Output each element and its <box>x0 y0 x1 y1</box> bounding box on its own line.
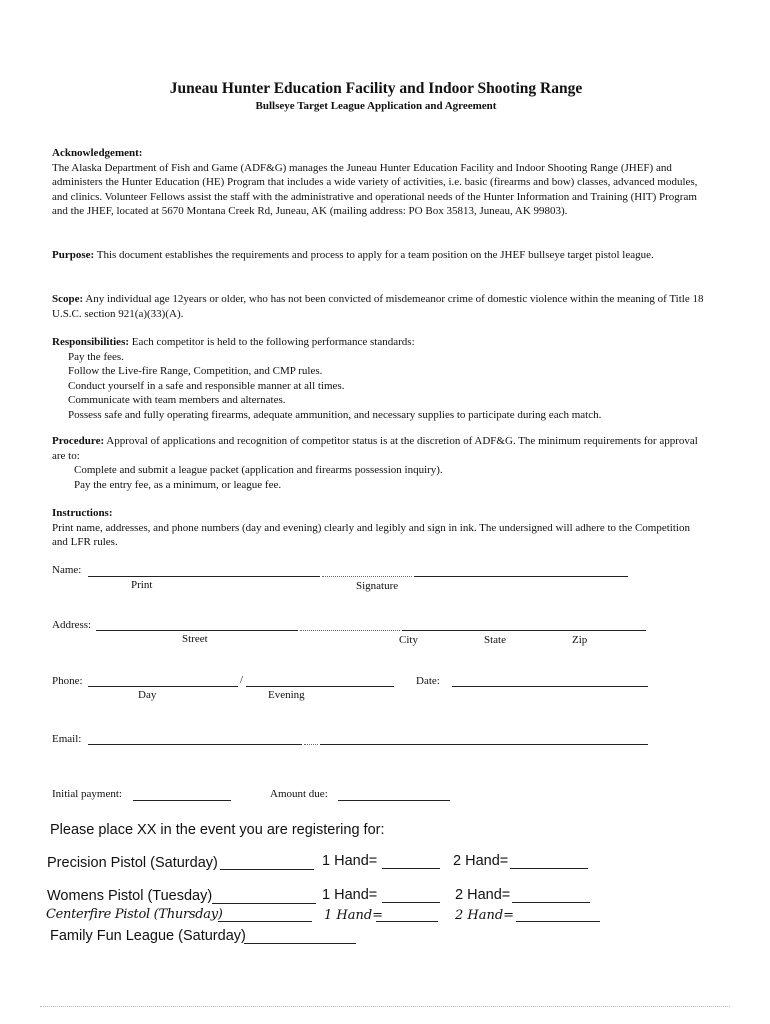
page-subtitle: Bullseye Target League Application and Agreement <box>255 100 497 112</box>
womens-pistol-field[interactable] <box>212 903 316 904</box>
womens-pistol-hand2-label: 2 Hand= <box>455 887 511 903</box>
womens-pistol-hand1-label: 1 Hand= <box>322 887 378 903</box>
handwritten-event-field[interactable] <box>218 921 312 922</box>
scope-text: Any individual age 12years or older, who has not been convicted of misdemeanor crime of domestic violence within the meaning of Title 18 U.S.C. section 921(a)(33)(A). <box>52 293 704 320</box>
event-name-womens-pistol: Womens Pistol (Tuesday) <box>47 888 213 904</box>
scope-section <box>52 292 704 321</box>
city-state-zip-field[interactable] <box>402 630 646 631</box>
street-field[interactable] <box>96 630 298 631</box>
procedure-intro: Approval of applications and recognition of competitor status is at the discretion of ADF&G. The minimum requirements for approval are to: <box>52 435 698 462</box>
list-item: Possess safe and fully operating firearms, adequate ammunition, and necessary supplies to participate during each match. <box>68 408 602 421</box>
page-title: Juneau Hunter Education Facility and Indoor Shooting Range <box>169 80 583 97</box>
initial-payment-field[interactable] <box>133 800 231 801</box>
purpose-label: Purpose: <box>52 249 95 261</box>
signature-field[interactable] <box>414 576 628 577</box>
acknowledgement-heading: Acknowledgement: <box>52 147 143 159</box>
event-name-precision-pistol: Precision Pistol (Saturday) <box>47 855 218 871</box>
amount-due-label: Amount due: <box>270 788 328 800</box>
womens-pistol-hand2-field[interactable] <box>512 902 590 903</box>
address-dotted-gap <box>300 630 400 631</box>
responsibilities-section <box>52 335 704 422</box>
day-label: Day <box>138 689 157 701</box>
handwritten-hand1-label: 1 Hand= <box>324 908 384 923</box>
responsibilities-label: Responsibilities: <box>52 336 130 348</box>
handwritten-event-name: Centerfire Pistol (Thursday) <box>46 907 223 922</box>
scan-edge-line <box>40 1006 730 1007</box>
procedure-section <box>52 434 704 492</box>
handwritten-hand2-label: 2 Hand= <box>455 908 515 923</box>
phone-evening-field[interactable] <box>246 686 394 687</box>
precision-pistol-field[interactable] <box>220 869 314 870</box>
procedure-label: Procedure: <box>52 435 105 447</box>
handwritten-hand2-field[interactable] <box>516 921 600 922</box>
precision-pistol-hand2-field[interactable] <box>510 868 588 869</box>
womens-pistol-hand1-field[interactable] <box>382 902 440 903</box>
list-item: Pay the entry fee, as a minimum, or league fee. <box>74 478 282 491</box>
date-label: Date: <box>416 675 440 687</box>
list-item: Communicate with team members and alternates. <box>68 394 286 406</box>
acknowledgement-text: The Alaska Department of Fish and Game (ADF&G) manages the Juneau Hunter Education Facility and Indoor Shooting Range (JHEF) and administers the Hunter Education (HE) Program that includes a wide variety of activities, i.e. basic (firearms and bow) classes, advanced modules, and clinics. Volunteer Fellows assist the staff with the administrative and operational needs of the Hunter Information and Training (HIT) Program and the JHEF, located at 5670 Montana Creek Rd, Juneau, AK (mailing address: PO Box 35813, Juneau, AK 99803). <box>52 161 698 217</box>
email-field-continued[interactable] <box>320 744 648 745</box>
amount-due-field[interactable] <box>338 800 450 801</box>
list-item: Pay the fees. <box>68 350 124 363</box>
handwritten-hand1-field[interactable] <box>376 921 438 922</box>
precision-pistol-hand1-label: 1 Hand= <box>322 853 378 869</box>
address-label: Address: <box>52 619 92 631</box>
evening-label: Evening <box>268 689 305 701</box>
zip-label: Zip <box>572 634 588 646</box>
instructions-section <box>52 506 704 550</box>
print-label: Print <box>131 579 153 591</box>
name-dotted-gap <box>322 576 412 577</box>
date-field[interactable] <box>452 686 648 687</box>
name-label: Name: <box>52 564 82 576</box>
event-name-family-fun: Family Fun League (Saturday) <box>50 928 246 944</box>
responsibilities-intro: Each competitor is held to the following performance standards: <box>131 336 415 348</box>
scope-label: Scope: <box>52 293 84 305</box>
city-label: City <box>399 634 418 646</box>
street-label: Street <box>182 633 208 645</box>
name-print-field[interactable] <box>88 576 320 577</box>
acknowledgement-section <box>52 146 704 219</box>
email-dotted-gap <box>304 744 318 745</box>
phone-label: Phone: <box>52 675 83 687</box>
initial-payment-label: Initial payment: <box>52 788 122 800</box>
list-item: Complete and submit a league packet (application and firearms possession inquiry). <box>74 464 443 476</box>
purpose-text: This document establishes the requirements and process to apply for a team position on the JHEF bullseye target pistol league. <box>96 249 654 261</box>
signature-label: Signature <box>356 580 399 592</box>
phone-day-field[interactable] <box>88 686 238 687</box>
list-item: Conduct yourself in a safe and responsible manner at all times. <box>68 379 345 392</box>
state-label: State <box>484 634 506 646</box>
phone-separator: / <box>240 674 244 686</box>
precision-pistol-hand1-field[interactable] <box>382 868 440 869</box>
instructions-heading: Instructions: <box>52 507 113 519</box>
purpose-section <box>52 248 704 263</box>
events-heading: Please place XX in the event you are registering for: <box>50 822 385 838</box>
precision-pistol-hand2-label: 2 Hand= <box>453 853 509 869</box>
instructions-text: Print name, addresses, and phone numbers (day and evening) clearly and legibly and sign in ink. The undersigned will adhere to the Competition and LFR rules. <box>52 521 690 548</box>
email-field[interactable] <box>88 744 302 745</box>
email-label: Email: <box>52 733 82 745</box>
family-fun-field[interactable] <box>244 943 356 944</box>
list-item: Follow the Live-fire Range, Competition, and CMP rules. <box>68 365 323 377</box>
